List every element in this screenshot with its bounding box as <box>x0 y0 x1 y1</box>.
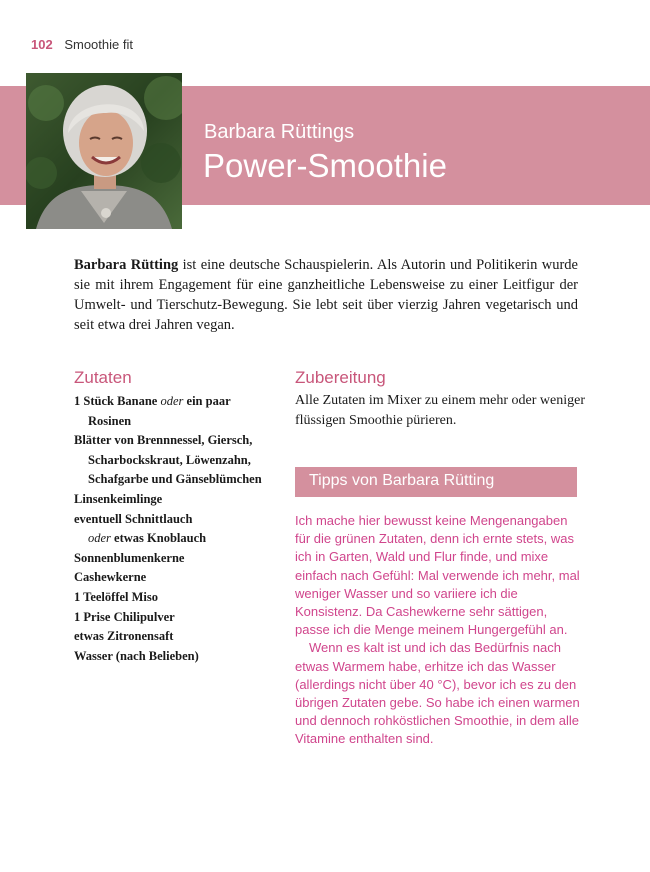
intro-paragraph <box>74 255 578 335</box>
author-photo <box>26 73 182 229</box>
list-item: Rosinen <box>88 413 132 428</box>
tips-paragraph-1: Ich mache hier bewusst keine Mengenangaben für die grünen Zutaten, denn ich ernte stets, was ich in Garten, Wald und Flur finde, und mixe einfach nach Gefühl: Mal verwende ich mehr, mal weniger Wasser und so variiere ich die Konsistenz. Da Cashewkerne sehr sättigen, passe ich die Menge meinem Hungergefühl an. <box>295 513 580 638</box>
preparation-heading: Zubereitung <box>295 368 386 387</box>
preparation-text: Alle Zutaten im Mixer zu einem mehr oder weniger flüssigen Smoothie pürieren. <box>295 393 586 428</box>
section-name: Smoothie fit <box>64 37 133 52</box>
tips-heading: Tipps von Barbara Rütting <box>309 472 495 489</box>
tips-body <box>295 512 585 749</box>
running-header <box>31 37 133 52</box>
list-item: Sonnenblumenkerne <box>74 550 185 565</box>
ingredients-heading: Zutaten <box>74 368 132 387</box>
list-item: Schafgarbe und Gänseblümchen <box>88 472 262 487</box>
list-item: 1 Prise Chilipulver <box>74 609 175 624</box>
list-item: etwas Zitronensaft <box>74 629 174 644</box>
intro-name: Barbara Rütting <box>74 257 179 273</box>
tips-paragraph-2: Wenn es kalt ist und ich das Bedürfnis nach etwas Warmem habe, erhitze ich das Wasser (allerdings nicht über 40 °C), bevor ich es zu den übrigen Zutaten gebe. So habe ich einen warmen und dennoch rohköstlichen Smoothie, in dem alle Vitamine enthalten sind. <box>295 640 580 747</box>
list-item: Scharbockskraut, Löwenzahn, <box>88 452 251 467</box>
list-item: oder etwas Knoblauch <box>88 531 207 546</box>
list-item: 1 Stück Banane oder ein paar <box>74 394 231 408</box>
recipe-subtitle: Barbara Rüttings <box>204 121 355 143</box>
list-item: Linsenkeimlinge <box>74 491 163 506</box>
ingredients-list <box>74 392 274 666</box>
page-number: 102 <box>31 37 53 52</box>
list-item: Blätter von Brennnessel, Giersch, <box>74 433 253 448</box>
intro-text: ist eine deutsche Schauspielerin. Als Autorin und Politikerin wurde sie mit ihrem Engagement für eine ganzheitliche Lebensweise zu einer Leitfigur der Umwelt- und Tierschutz-Bewegung. Sie lebt seit über vierzig Jahren vegetarisch und seit etwa drei Jahren vegan. <box>74 257 578 333</box>
list-item: Wasser (nach Belieben) <box>74 648 199 663</box>
list-item: Cashewkerne <box>74 570 147 585</box>
tips-header-box <box>295 467 577 497</box>
list-item: 1 Teelöffel Miso <box>74 589 159 604</box>
recipe-title: Power-Smoothie <box>203 147 447 184</box>
list-item: eventuell Schnittlauch <box>74 511 193 526</box>
